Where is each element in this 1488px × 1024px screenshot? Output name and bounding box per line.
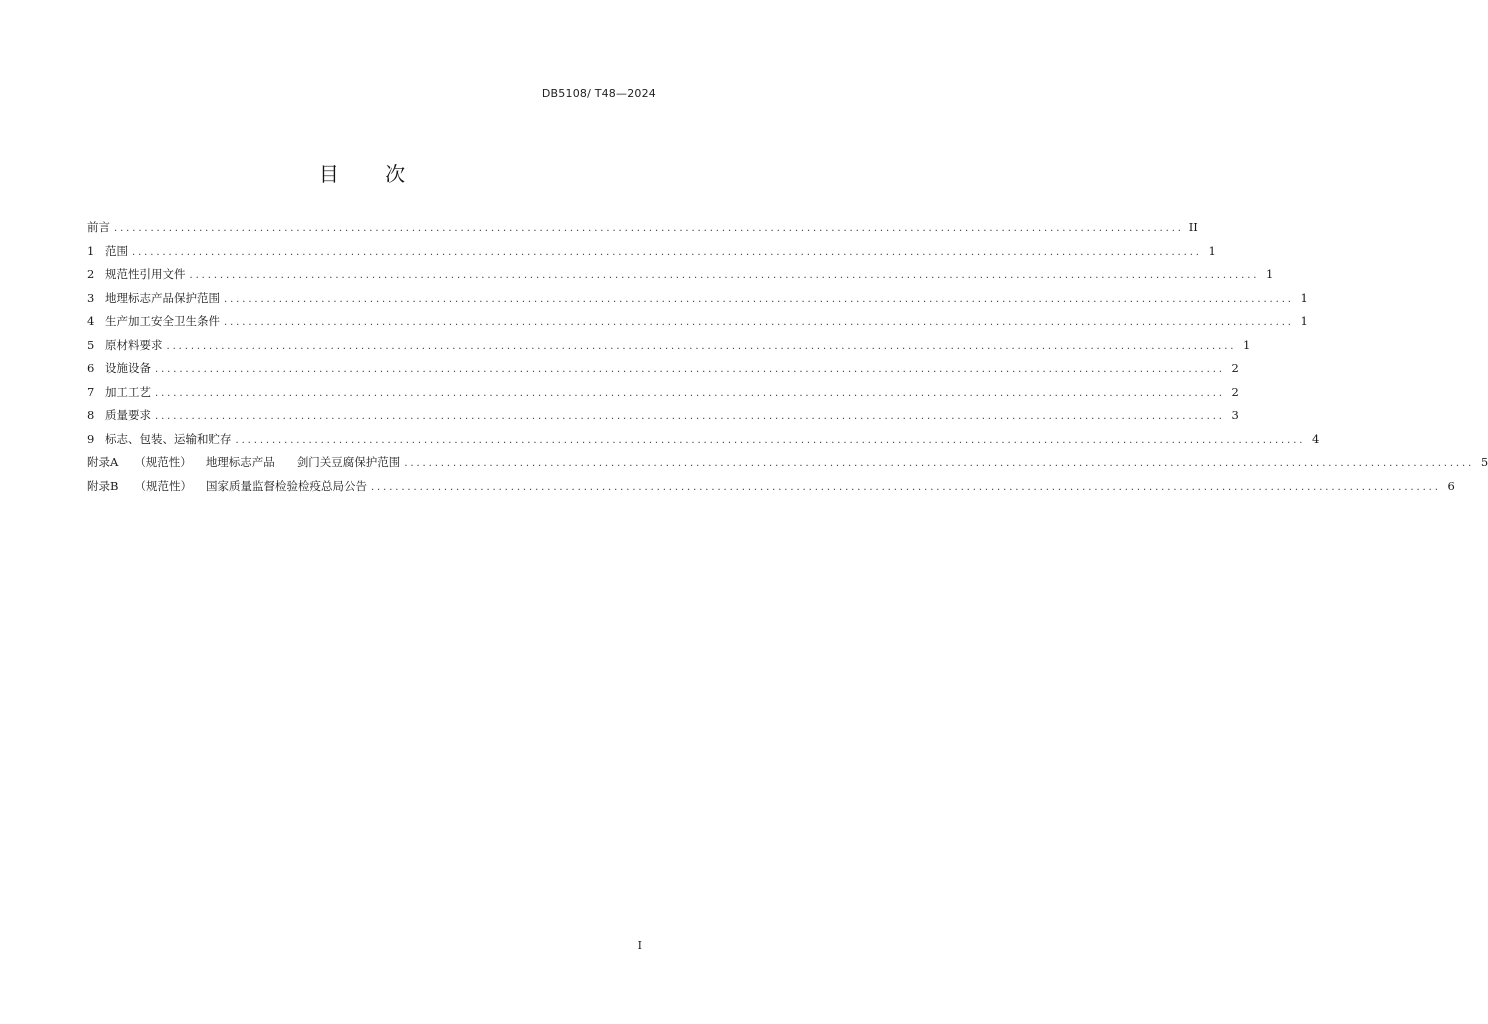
toc-entry-label: 标志、包装、运输和贮存 (105, 431, 232, 446)
toc-entry-number: 4 (87, 314, 95, 328)
toc-entry-subtitle: 剑门关豆腐保护范围 (296, 455, 401, 469)
toc-entry-label: 原材料要求 (105, 337, 163, 352)
toc-entry-4[interactable] (87, 310, 1308, 334)
toc-page-number: 5 (1480, 455, 1488, 469)
toc-page-number: 1 (1208, 243, 1216, 258)
toc-entry-label: 地理标志产品保护范围 (105, 290, 220, 305)
page-title: 目 次 (318, 162, 426, 186)
toc-page-number: 2 (1231, 361, 1239, 375)
toc-page-number: 4 (1312, 431, 1320, 446)
toc-entry-6[interactable] (87, 357, 1239, 381)
toc-entry-annex-a[interactable] (87, 451, 1488, 475)
toc-entry-label: 国家质量监督检验检疫总局公告 (205, 478, 367, 493)
toc-entry-number: 3 (87, 290, 95, 305)
toc-page-number: 1 (1243, 337, 1251, 352)
toc-page-number: 1 (1300, 290, 1308, 305)
toc-page-number: 3 (1231, 408, 1239, 422)
toc-entry-5[interactable] (87, 334, 1251, 358)
toc-entry-annex-b[interactable] (87, 475, 1455, 499)
toc-entry-number: 5 (87, 337, 95, 352)
toc-page-number: 1 (1266, 267, 1274, 281)
toc-page-number: 1 (1300, 314, 1308, 328)
toc-entry-foreword[interactable] (87, 216, 1198, 240)
toc-entry-number: 6 (87, 361, 95, 375)
toc-entry-label: 加工工艺 (105, 384, 151, 399)
toc-entry-7[interactable] (87, 381, 1239, 405)
toc-entry-1[interactable] (87, 240, 1216, 264)
toc-entry-label: 范围 (105, 243, 128, 258)
toc-entry-label: 规范性引用文件 (105, 267, 186, 281)
toc-entry-label: 生产加工安全卫生条件 (105, 314, 220, 328)
toc-entry-9[interactable] (87, 428, 1320, 452)
toc-entry-number: 8 (87, 408, 95, 422)
toc-entry-label: 质量要求 (105, 408, 151, 422)
toc-leader-dots: ................................................................................................................................................................................ (132, 246, 1202, 258)
toc-leader-dots: ................................................................................................................................................................................ (155, 364, 1225, 375)
toc-leader-dots: ................................................................................................................................................................................ (224, 317, 1294, 328)
footer-page-number: I (637, 939, 642, 952)
toc-annex-classification: （规范性） (134, 478, 192, 493)
toc-annex-id: 附录B (87, 478, 119, 493)
toc-leader-dots: ................................................................................................................................................................................ (114, 223, 1184, 234)
toc-entry-3[interactable] (87, 287, 1308, 311)
toc-leader-dots: ................................................................................................................................................................................ (155, 411, 1225, 422)
table-of-contents (87, 216, 1488, 498)
toc-leader-dots: ................................................................................................................................................................................ (189, 270, 1260, 281)
toc-leader-dots: ................................................................................................................................................................................ (404, 458, 1475, 469)
toc-leader-dots: ................................................................................................................................................................................ (235, 434, 1306, 446)
toc-page-number: II (1188, 220, 1198, 234)
toc-page-number: 6 (1447, 478, 1455, 493)
toc-page-number: 2 (1231, 384, 1239, 399)
toc-annex-id: 附录A (87, 455, 119, 469)
toc-entry-8[interactable] (87, 404, 1239, 428)
toc-entry-number: 1 (87, 243, 95, 258)
toc-entry-label: 前言 (87, 220, 110, 234)
standard-code: DB5108/ T48—2024 (541, 87, 656, 100)
toc-leader-dots: ................................................................................................................................................................................ (370, 481, 1441, 493)
toc-leader-dots: ................................................................................................................................................................................ (166, 340, 1237, 352)
toc-entry-label: 设施设备 (105, 361, 151, 375)
toc-entry-number: 2 (87, 267, 95, 281)
toc-annex-classification: （规范性） (134, 455, 192, 469)
toc-entry-2[interactable] (87, 263, 1274, 287)
toc-entry-label: 地理标志产品 (205, 455, 275, 469)
toc-leader-dots: ................................................................................................................................................................................ (155, 387, 1225, 399)
toc-leader-dots: ................................................................................................................................................................................ (224, 293, 1294, 305)
toc-entry-number: 9 (87, 431, 95, 446)
toc-entry-number: 7 (87, 384, 95, 399)
